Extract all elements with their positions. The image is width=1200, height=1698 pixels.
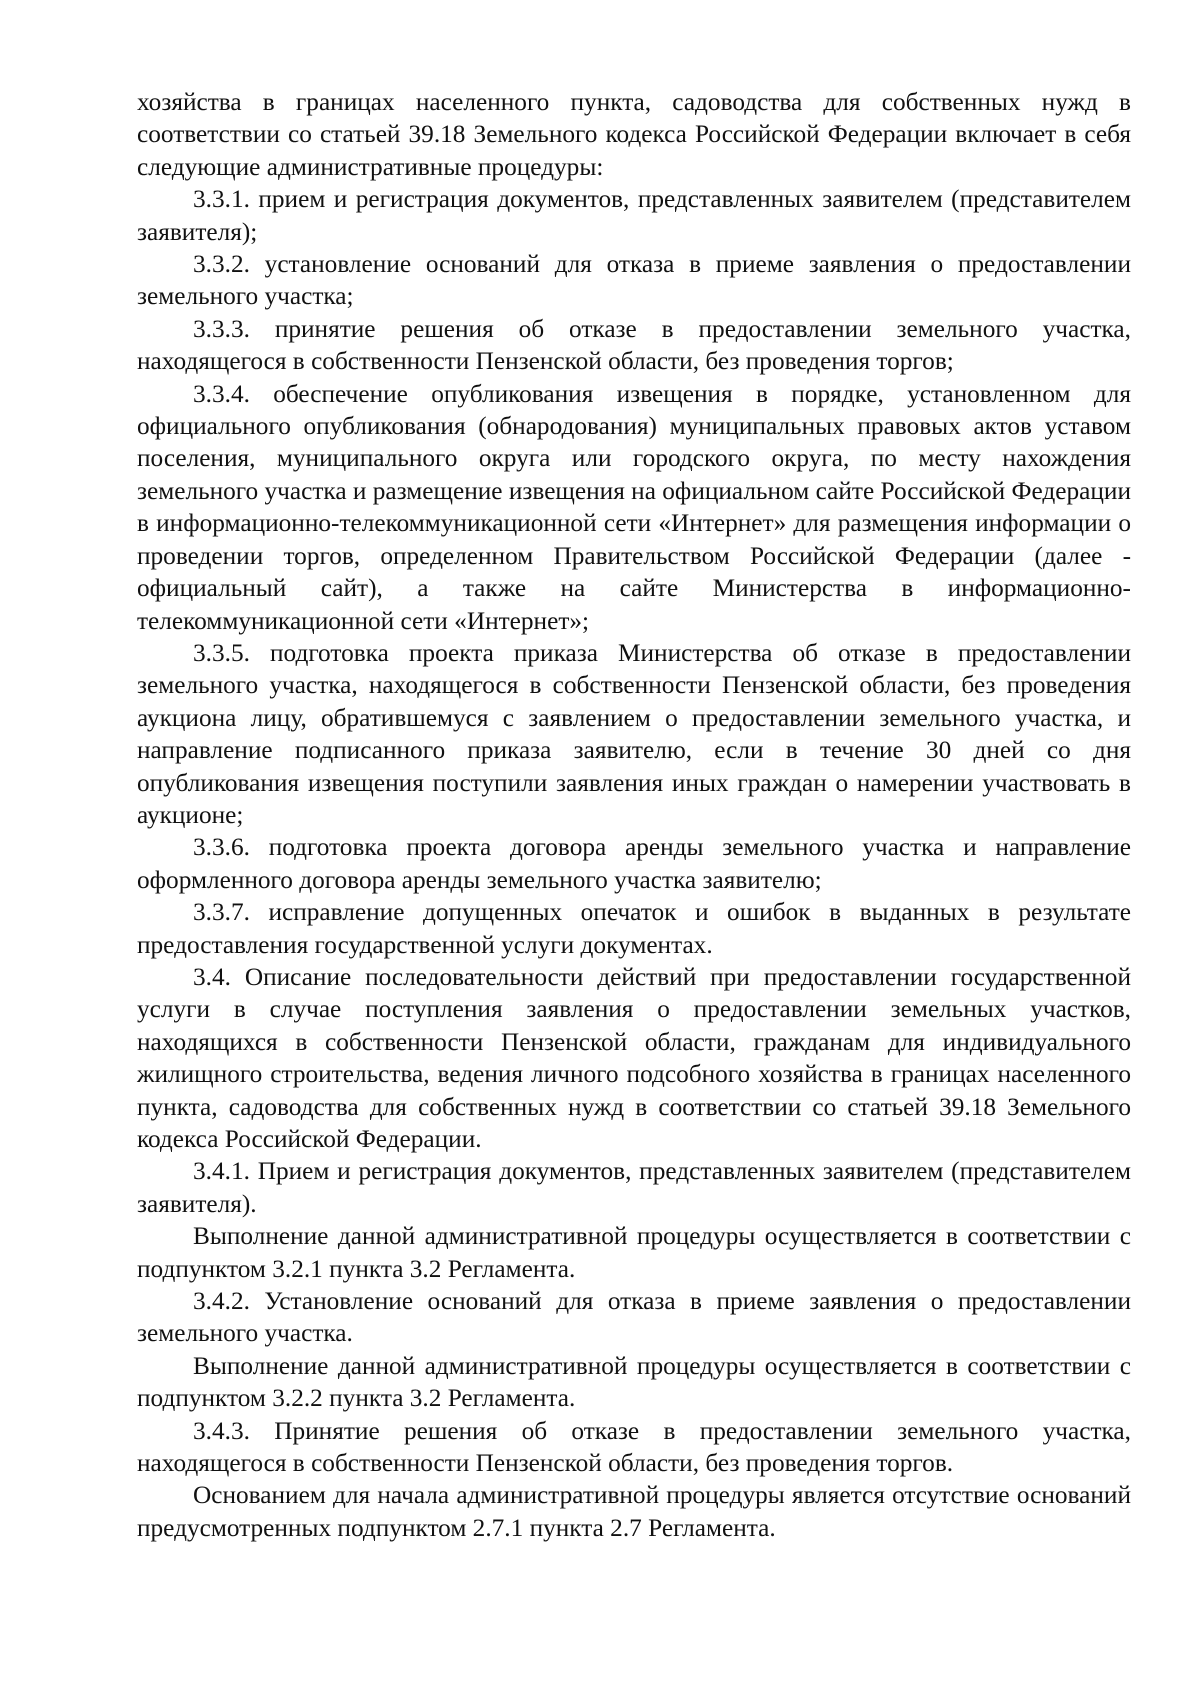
paragraph-3-3-6: 3.3.6. подготовка проекта договора аренды земельного участка и направление оформленного договора аренды земельного участка заявителю; <box>137 833 1131 894</box>
paragraph-3-3-7: 3.3.7. исправление допущенных опечаток и ошибок в выданных в результате предоставления государственной услуги документах. <box>137 898 1131 959</box>
paragraph-3-4-2-execution: Выполнение данной административной процедуры осуществляется в соответствии с подпунктом 3.2.2 пункта 3.2 Регламента. <box>137 1351 1131 1413</box>
paragraph-3-3-1: 3.3.1. прием и регистрация документов, представленных заявителем (представителем заявителя); <box>137 185 1131 246</box>
document-page <box>137 86 1131 1544</box>
paragraph-3-4-1: 3.4.1. Прием и регистрация документов, представленных заявителем (представителем заявителя). <box>137 1157 1131 1218</box>
paragraph-continuation: хозяйства в границах населенного пункта, садоводства для собственных нужд в соответствии со статьей 39.18 Земельного кодекса Российской Федерации включает в себя следующие административные процедуры: <box>137 88 1131 181</box>
paragraph-3-3-2: 3.3.2. установление оснований для отказа в приеме заявления о предоставлении земельного участка; <box>137 250 1131 311</box>
paragraph-3-4-2: 3.4.2. Установление оснований для отказа в приеме заявления о предоставлении земельного участка. <box>137 1287 1131 1348</box>
paragraph-3-4: 3.4. Описание последовательности действий при предоставлении государственной услуги в случае поступления заявления о предоставлении земельных участков, находящихся в собственности Пензенской области, гражданам для индивидуального жилищного строительства, ведения личного подсобного хозяйства в границах населенного пункта, садоводства для собственных нужд в соответствии со статьей 39.18 Земельного кодекса Российской Федерации. <box>137 962 1131 1153</box>
paragraph-3-3-3: 3.3.3. принятие решения об отказе в предоставлении земельного участка, находящегося в собственности Пензенской области, без проведения торгов; <box>137 314 1131 376</box>
paragraph-3-4-1-execution: Выполнение данной административной процедуры осуществляется в соответствии с подпунктом 3.2.1 пункта 3.2 Регламента. <box>137 1222 1131 1283</box>
paragraph-3-3-5: 3.3.5. подготовка проекта приказа Министерства об отказе в предоставлении земельного участка, находящегося в собственности Пензенской области, без проведения аукциона лицу, обратившемуся с заявлением о предоставлении земельного участка, и направление подписанного приказа заявителю, если в течение 30 дней со дня опубликования извещения поступили заявления иных граждан о намерении участвовать в аукционе; <box>137 638 1131 829</box>
paragraph-3-4-3: 3.4.3. Принятие решения об отказе в предоставлении земельного участка, находящегося в собственности Пензенской области, без проведения торгов. <box>137 1416 1131 1478</box>
paragraph-3-3-4: 3.3.4. обеспечение опубликования извещения в порядке, установленном для официального опубликования (обнародования) муниципальных правовых актов уставом поселения, муниципального округа или городского округа, по месту нахождения земельного участка и размещение извещения на официальном сайте Российской Федерации в информационно-телекоммуникационной сети «Интернет» для размещения информации о проведении торгов, определенном Правительством Российской Федерации (далее - официальный сайт), а также на сайте Министерства в информационно-телекоммуникационной сети «Интернет»; <box>137 379 1131 635</box>
paragraph-3-4-3-basis: Основанием для начала административной процедуры является отсутствие оснований предусмотренных подпунктом 2.7.1 пункта 2.7 Регламента. <box>137 1481 1131 1542</box>
